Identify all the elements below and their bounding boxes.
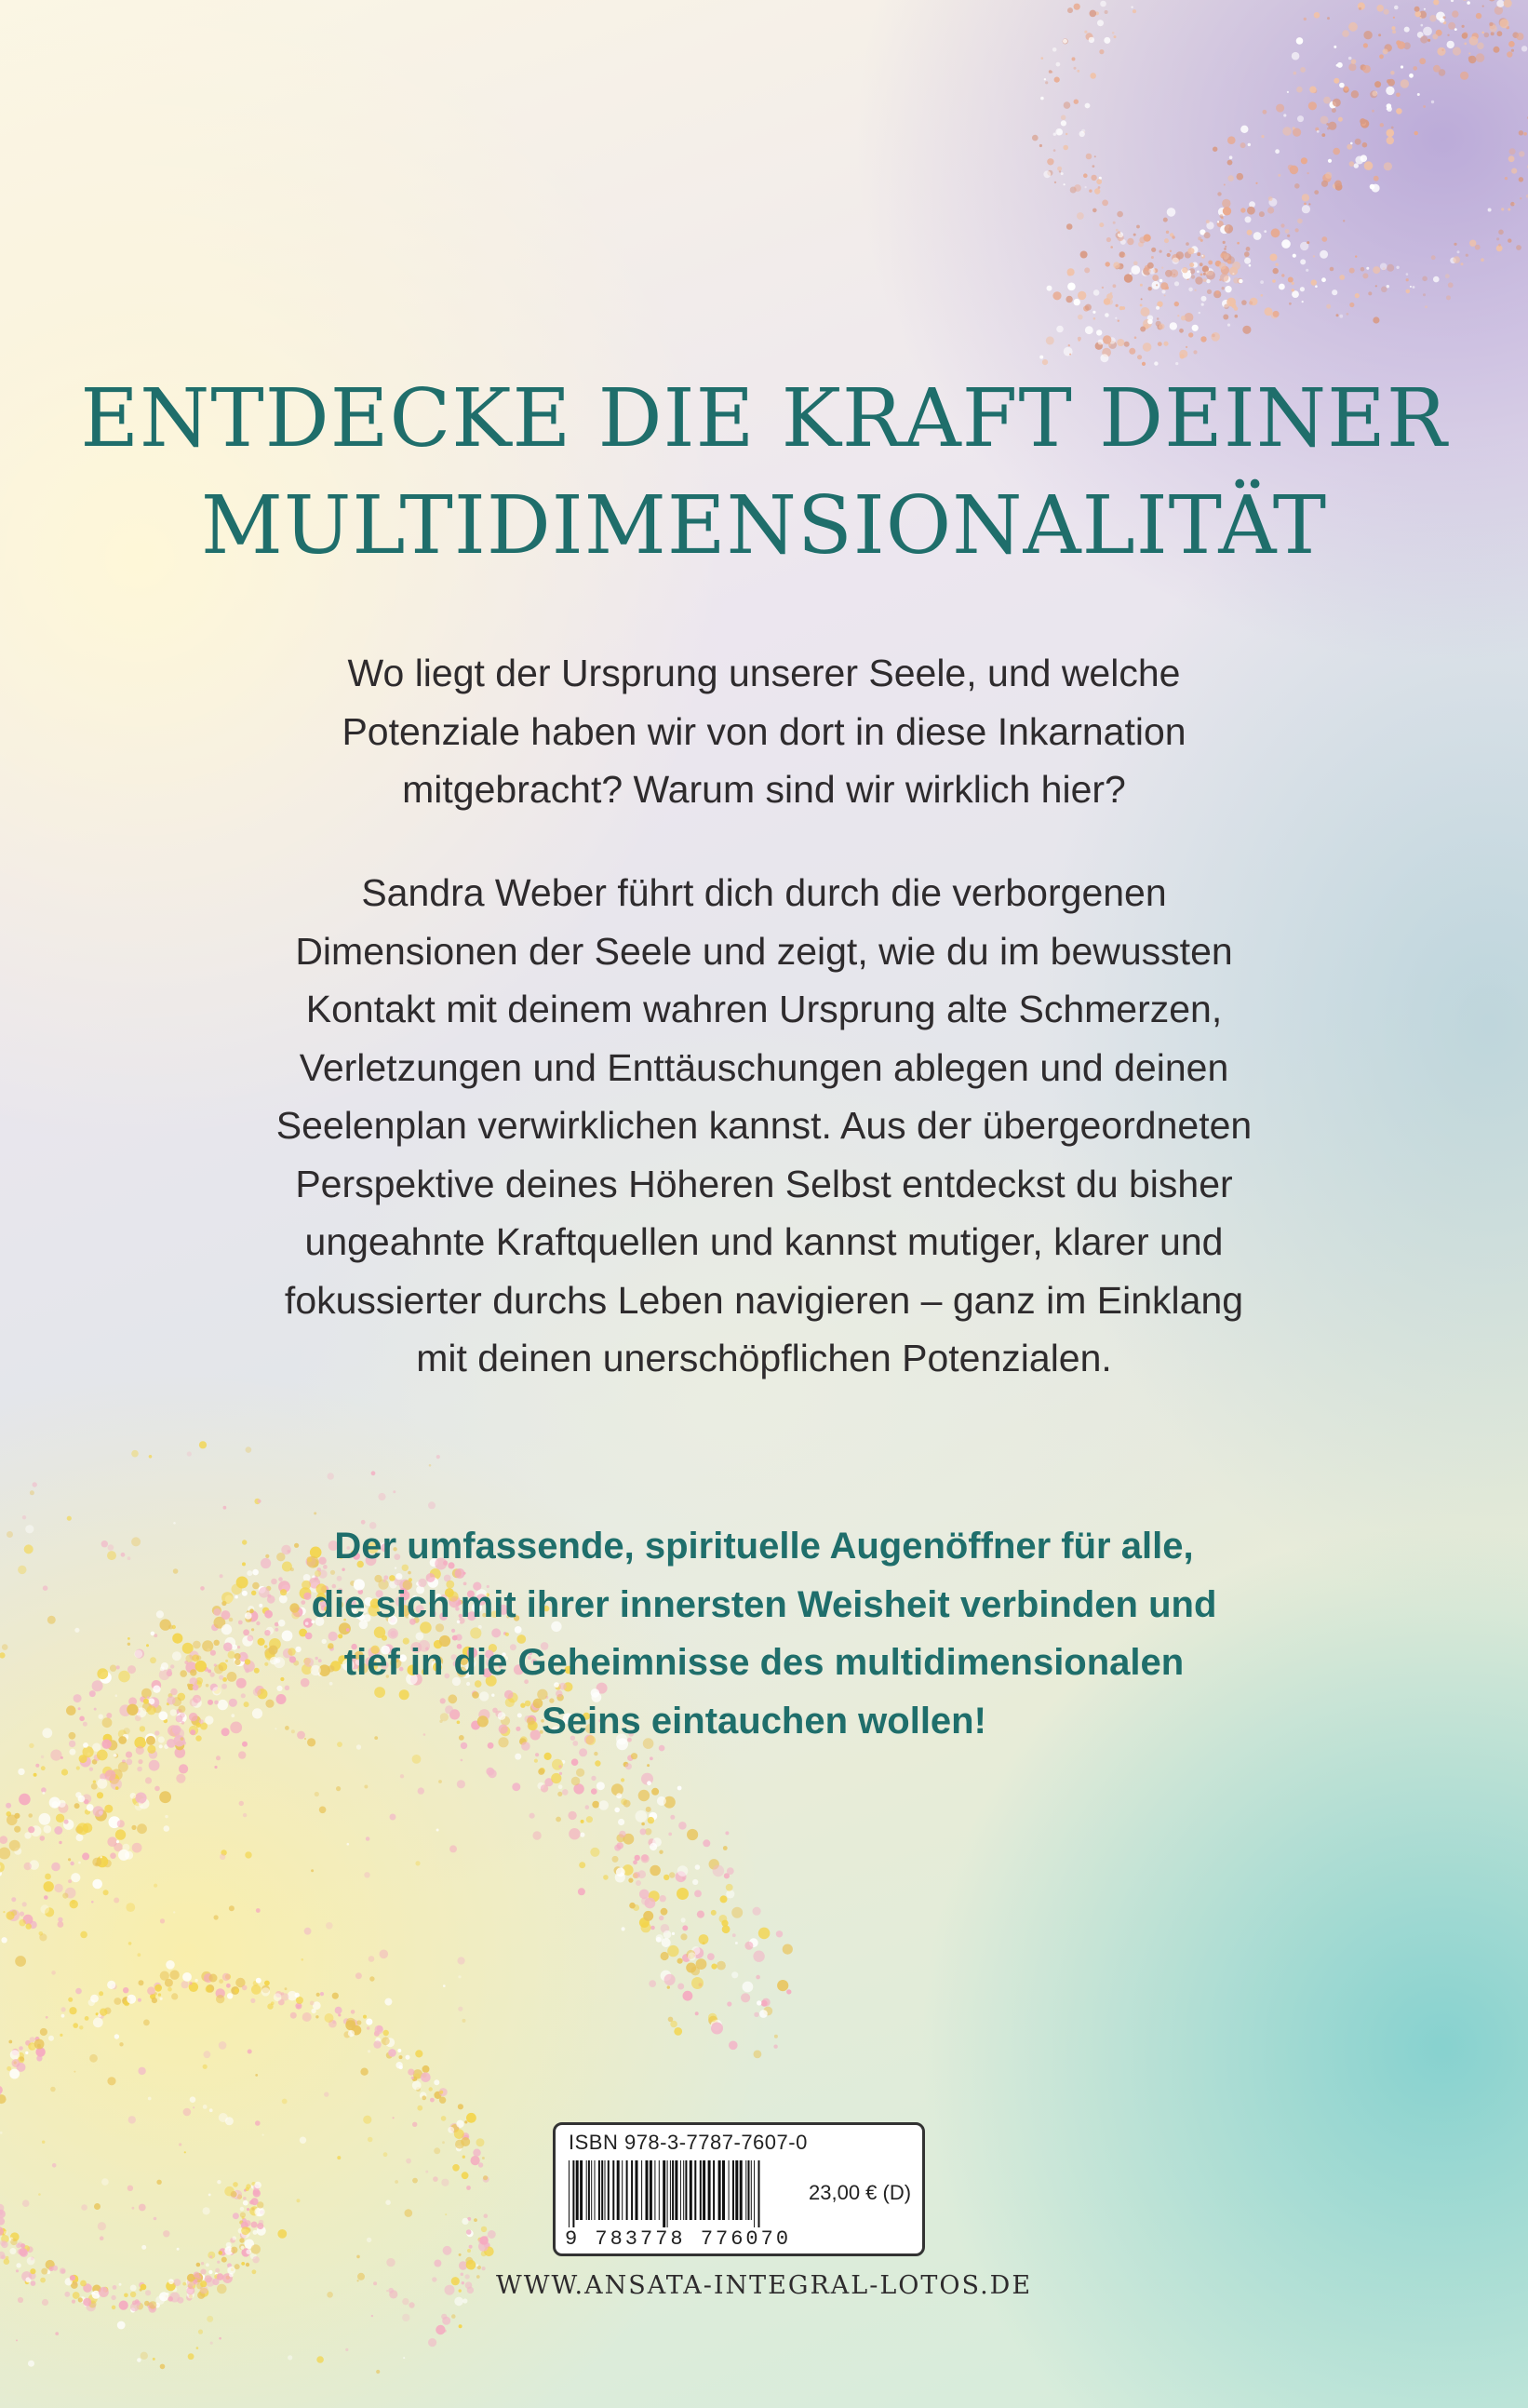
description-line: mit deinen unerschöpflichen Potenzialen.: [416, 1337, 1112, 1379]
tagline-line: Seins eintauchen wollen!: [542, 1700, 986, 1742]
description-line: ungeahnte Kraftquellen und kannst mutiger, klarer und: [304, 1220, 1224, 1263]
tagline-paragraph: [158, 1517, 1370, 1750]
description-line: fokussierter durchs Leben navigieren – ganz im Einklang: [284, 1278, 1244, 1322]
price-label: 23,00 € (D): [809, 2181, 912, 2204]
tagline-line: die sich mit ihrer innersten Weisheit verbinden und: [311, 1583, 1217, 1625]
intro-line: Potenziale haben wir von dort in diese Inkarnation: [342, 709, 1186, 753]
isbn-number: ISBN 978-3-7787-7607-0: [569, 2131, 808, 2154]
tagline-line: Der umfassende, spirituelle Augenöffner für alle,: [334, 1526, 1194, 1567]
publisher-website: WWW.ANSATA-INTEGRAL-LOTOS.DE: [495, 2271, 1033, 2300]
intro-line: Wo liegt der Ursprung unserer Seele, und welche: [347, 652, 1181, 694]
barcode-digits: 9 783778 776070: [565, 2227, 792, 2251]
barcode-label: [553, 2122, 925, 2256]
description-line: Verletzungen und Enttäuschungen ablegen und deinen: [299, 1045, 1229, 1089]
tagline-line: tief in die Geheimnisse des multidimensionalen: [343, 1642, 1185, 1683]
description-paragraph: [158, 864, 1370, 1388]
headline-line-1: ENTDECKE DIE KRAFT DEINER: [80, 372, 1448, 465]
description-line: Sandra Weber führt dich durch die verborgenen: [361, 871, 1167, 914]
intro-paragraph: [158, 644, 1370, 819]
description-line: Perspektive deines Höheren Selbst entdeckst du bisher: [295, 1162, 1233, 1205]
intro-line: mitgebracht? Warum sind wir wirklich hier?: [402, 768, 1126, 811]
description-line: Seelenplan verwirklichen kannst. Aus der übergeordneten: [275, 1104, 1253, 1147]
description-line: Dimensionen der Seele und zeigt, wie du im bewussten: [295, 929, 1233, 973]
barcode-bars: [569, 2160, 801, 2227]
headline-line-2: MULTIDIMENSIONALITÄT: [200, 479, 1328, 572]
description-line: Kontakt mit deinem wahren Ursprung alte Schmerzen,: [305, 988, 1223, 1030]
